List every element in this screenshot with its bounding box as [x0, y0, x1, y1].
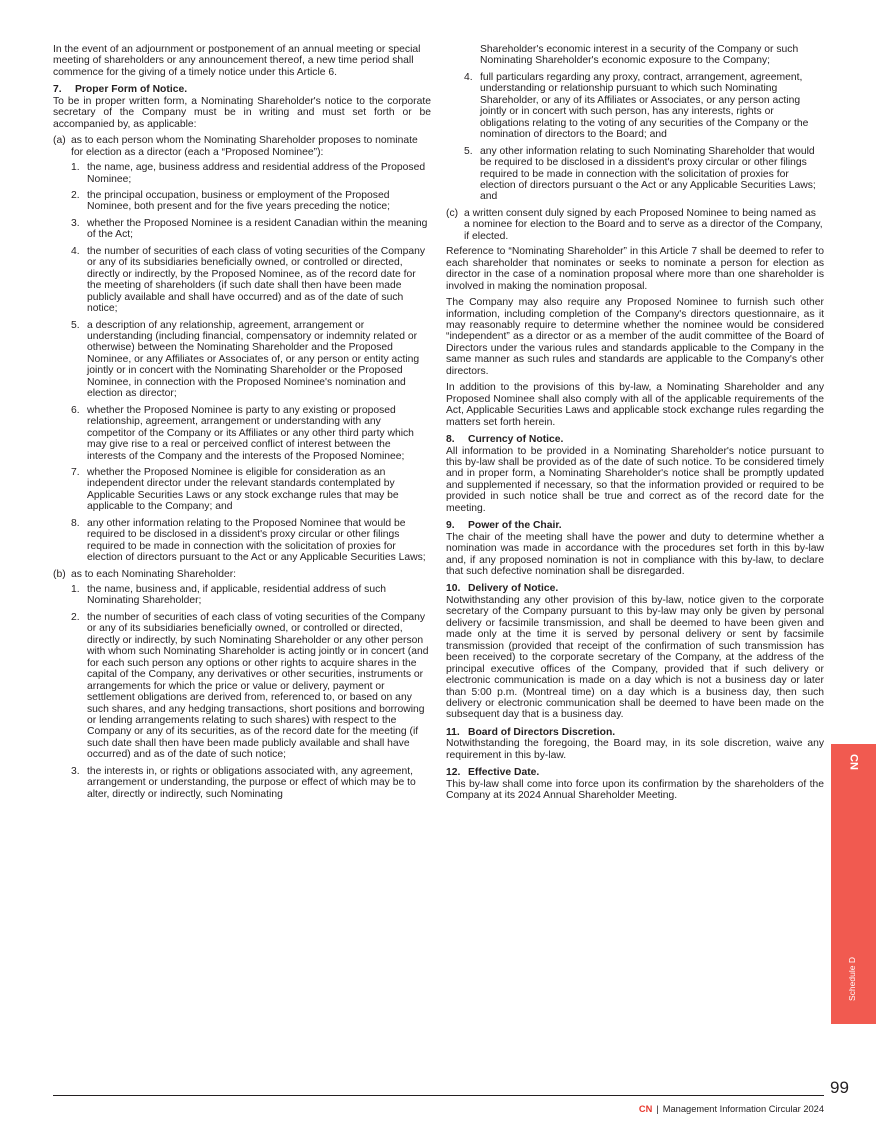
section-12-heading [446, 767, 824, 778]
section-10-body: Notwithstanding any other provision of this by-law, notice given to the corporate secretary of the Company pursuant to this by-law may only be given by personal delivery or facsimile transmission, and shall be deemed to have been given and made only at the time it is served by personal delivery or sent by facsimile transmission (provided that receipt of the confirmation of such transmission has been received) to the corporate secretary of the Company, at the address of the principal executive offices of the Company, provided that if such delivery or electronic communication is made on a day which is not a business day or later than 5:00 p.m. (Montreal time) on a day which is a business day, then such delivery or electronic communication shall be deemed to have been made on the subsequent day that is a business day. [446, 594, 824, 721]
list-item-number: 2. [71, 611, 80, 623]
list-item-text: full particulars regarding any proxy, contract, arrangement, agreement, understanding or relationship pursuant to which such Nominating Shareholder, or any of its Affiliates or Associates, or any person acting jointly or in concert with such person, has any interests, rights or obligations relating to the voting of any securities of the Company or the nomination of directors to the Board; and [480, 71, 809, 141]
section-12-body: This by-law shall come into force upon its confirmation by the shareholders of the Company at its 2024 Annual Shareholder Meeting. [446, 778, 824, 802]
subsection-a-text: as to each person whom the Nominating Shareholder proposes to nominate for election as a director (each a “Proposed Nominee”): [71, 135, 418, 158]
list-item-number: 3. [71, 765, 80, 777]
list-item-number: 1. [71, 584, 80, 596]
section-10-heading [446, 583, 824, 594]
list-item [53, 467, 431, 513]
list-item-text: the number of securities of each class of voting securities of the Company or any of its subsidiaries beneficially owned, or controlled or directed, directly or indirectly, by such Nominating Shareholder or any other person with whom such Nominating Shareholder is acting jointly or in concert (and for each such person any options or other rights to acquire shares in the capital of the Company, any derivatives or other securities, instruments or arrangements for which the price or value or delivery, payment or settlement obligations are derived from, referenced to, or based on any such shares, and any hedging transactions, short positions and borrowing or lending arrangements relating to such shares) with respect to the Company or any of its securities, as of the record date for the meeting (if such date shall then have been made publicly available and shall have occurred) and as of the date of such notice; [87, 611, 429, 761]
subsection-b [53, 569, 431, 580]
section-12-number: 12. [446, 767, 461, 779]
list-item-text: any other information relating to the Proposed Nominee that would be required to be disclosed in a dissident's proxy circular or other filings required to be made in connection with the solicitation of proxies for election of directors pursuant to the Act or any Applicable Securities Laws; [87, 517, 426, 564]
list-item-text: whether the Proposed Nominee is a resident Canadian within the meaning of the Act; [87, 217, 428, 241]
section-11-number: 11. [446, 726, 460, 738]
list-item [53, 162, 431, 185]
footer-caption [639, 1104, 824, 1114]
subsection-a-list [53, 162, 431, 564]
list-item [53, 190, 431, 213]
schedule-label: Schedule D [847, 957, 857, 1001]
subsection-b-list [53, 584, 431, 800]
intro-paragraph: In the event of an adjournment or postponement of an annual meeting or special meeting of shareholders or any announcement thereof, a new time period shall commence for the giving of a timely notice under this Article 6. [53, 44, 421, 78]
list-item-text: the name, business and, if applicable, residential address of such Nominating Shareholder; [87, 584, 386, 607]
footer-separator: | [656, 1104, 659, 1114]
section-10-title: Delivery of Notice. [468, 583, 559, 595]
list-item [53, 405, 431, 462]
left-column [53, 44, 431, 805]
section-7-heading [53, 84, 431, 95]
list-item-text: whether the Proposed Nominee is party to any existing or proposed relationship, agreement, arrangement or understanding with any competitor of the Company or its Affiliates or any other third party which may give rise to a real or perceived conflict of interest between the interests of the Company and the interests of the Proposed Nominee; [87, 404, 414, 462]
subsection-a-label: (a) [53, 135, 66, 147]
section-9-title: Power of the Chair. [468, 520, 562, 532]
section-11-body: Notwithstanding the foregoing, the Board may, in its sole discretion, waive any requirement in this by-law. [446, 738, 824, 761]
footer-divider [53, 1095, 824, 1096]
list-item-number: 7. [71, 466, 80, 478]
list-item-number: 4. [464, 71, 473, 83]
list-item-text: whether the Proposed Nominee is eligible for consideration as an independent director under the relevant standards contemplated by Applicable Securities Laws or any stock exchange rules that may be applicable to the Company; and [87, 466, 399, 513]
list-item-text: the interests in, or rights or obligations associated with, any agreement, arrangement or understanding, the purpose or effect of which may be to alter, directly or indirectly, such Nominating [87, 765, 416, 800]
footer-brand: CN [638, 1104, 653, 1114]
section-11-heading [446, 727, 824, 738]
subsection-c [446, 208, 824, 242]
section-9-body: The chair of the meeting shall have the power and duty to determine whether a nomination was made in accordance with the procedures set forth in this by-law and, if any proposed nomination is not in compliance with this by-law, to declare that such defective nomination shall be disregarded. [446, 531, 824, 578]
subsection-b-text: as to each Nominating Shareholder: [71, 568, 237, 580]
list-item [53, 518, 431, 564]
list-item-number: 5. [71, 319, 80, 331]
list-item-text: a description of any relationship, agreement, arrangement or understanding (including financial, compensatory or indemnity related or otherwise) between the Nominating Shareholder and the Proposed Nominee, or any Affiliates or Associates of, or any person or entity acting jointly or in concert with the Nominating Shareholder or the Proposed Nominee, in connection with the Proposed Nominee's nomination and election as director; [87, 319, 420, 400]
subsection-c-text: a written consent duly signed by each Proposed Nominee to being named as a nominee for election to the Board and to serve as a director of the Company, if elected. [464, 207, 823, 242]
section-9-heading [446, 520, 824, 531]
list-item [446, 72, 824, 141]
cn-logo: CN [847, 754, 860, 770]
schedule-side-tab [831, 744, 876, 1024]
section-8-heading [446, 434, 824, 445]
section-8-number: 8. [446, 434, 455, 446]
list-item-number: 1. [71, 162, 80, 174]
section-12-title: Effective Date. [468, 767, 540, 779]
section-7-title: Proper Form of Notice. [75, 84, 188, 96]
list-item [53, 246, 431, 315]
list-item [53, 320, 431, 400]
section-10-number: 10. [446, 583, 461, 595]
list-item-number: 8. [71, 517, 80, 529]
addition-paragraph: In addition to the provisions of this by-law, a Nominating Shareholder and any Proposed Nominee shall also comply with all of the applicable requirements of the Act, Applicable Securities Laws and applicable stock exchange rules regarding the matters set forth herein. [446, 382, 824, 428]
list-item [53, 584, 431, 607]
list-item-continuation: Shareholder's economic interest in a security of the Company or such Nominating Shareholder's economic exposure to the Company; [480, 44, 799, 67]
footer-title: Management Information Circular 2024 [662, 1104, 824, 1114]
section-7-number: 7. [53, 84, 62, 96]
reference-paragraph: Reference to “Nominating Shareholder” in this Article 7 shall be deemed to refer to each shareholder that nominates or seeks to nominate a person for election as director in the case of a nomination proposal where more than one shareholder is involved in making the nomination proposal. [446, 246, 824, 292]
subsection-b-label: (b) [53, 568, 66, 580]
list-item [53, 218, 431, 241]
subsection-a [53, 135, 431, 158]
list-item [53, 612, 431, 761]
list-item-number: 4. [71, 245, 80, 257]
section-8-title: Currency of Notice. [468, 434, 564, 446]
right-column [446, 44, 824, 807]
list-item-number: 3. [71, 217, 80, 229]
page-number: 99 [830, 1078, 849, 1097]
list-item [446, 146, 824, 203]
list-item-text: any other information relating to such Nominating Shareholder that would be required to be disclosed in a dissident's proxy circular or other filings required to be made in connection with the solicitation of proxies for election of directors pursuant o the Act or any Applicable Securities Laws; and [480, 145, 816, 203]
list-item-number: 6. [71, 404, 80, 416]
list-item-number: 5. [464, 145, 473, 157]
section-7-body: To be in proper written form, a Nominating Shareholder's notice to the corporate secretary of the Company must be in writing and must set forth or be accompanied by, as applicable: [53, 95, 431, 130]
section-11-title: Board of Directors Discretion. [468, 726, 616, 738]
section-8-body: All information to be provided in a Nominating Shareholder's notice pursuant to this by-law shall be provided as of the date of such notice. To be considered timely and in proper form, a Nominating Shareholder's notice shall be promptly updated and supplemented if necessary, so that the information provided or required to be provided in such notice shall be true and correct as of the record date for the meeting. [446, 445, 824, 514]
list-item [53, 766, 431, 800]
list-item-text: the number of securities of each class of voting securities of the Company or any of its subsidiaries beneficially owned, or controlled or directed, directly or indirectly, by the Proposed Nominee, as of the record date for the meeting of shareholders (if such date shall then have been made publicly available and shall have occurred) and as of the date of such notice; [87, 245, 426, 315]
subsection-b-list-continued [446, 72, 824, 203]
section-9-number: 9. [446, 520, 455, 532]
subsection-c-label: (c) [446, 207, 459, 219]
list-item-text: the principal occupation, business or employment of the Proposed Nominee, both present and for the five years preceding the notice; [87, 189, 391, 213]
list-item-text: the name, age, business address and residential address of the Proposed Nominee; [87, 162, 426, 185]
list-item-number: 2. [71, 189, 80, 201]
require-paragraph: The Company may also require any Proposed Nominee to furnish such other information, including completion of the Company's directors questionnaire, as it may reasonably require to determine whether the nominee would be considered “independent” as a director or as a member of the audit committee of the Board of Directors under the various rules and standards applicable to the Company in the same manner as such rules and standards are applicable to the Company's other directors. [446, 297, 824, 377]
